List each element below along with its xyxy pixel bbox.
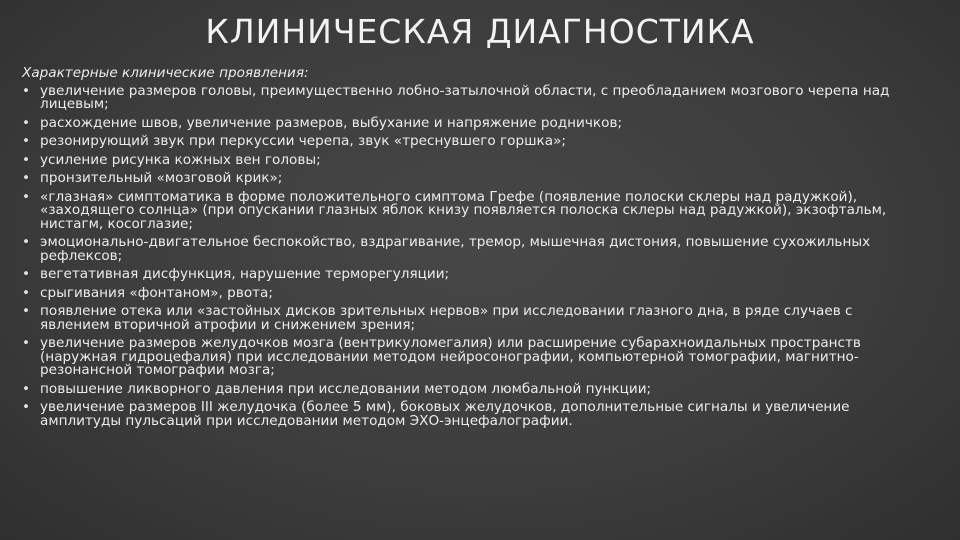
list-item: • резонирующий звук при перкуссии черепа, звук «треснувшего горшка»; <box>22 135 922 149</box>
list-item: • появление отека или «застойных дисков зрительных нервов» при исследовании глазного дна, в ряде случаев с явлением вторичной атрофии и снижением зрения; <box>22 305 922 332</box>
list-item: • увеличение размеров III желудочка (более 5 мм), боковых желудочков, дополнительные сигналы и увеличение амплитуды пульсаций при исследовании методом ЭХО-энцефалографии. <box>22 401 922 428</box>
list-item: • эмоционально-двигательное беспокойство, вздрагивание, тремор, мышечная дистония, повышение сухожильных рефлексов; <box>22 236 922 263</box>
symptom-list <box>22 82 922 429</box>
list-item: • расхождение швов, увеличение размеров, выбухание и напряжение родничков; <box>22 117 922 131</box>
list-item: • срыгивания «фонтаном», рвота; <box>22 287 922 301</box>
list-item: • усиление рисунка кожных вен головы; <box>22 154 922 168</box>
list-item: • повышение ликворного давления при исследовании методом люмбальной пункции; <box>22 383 922 397</box>
list-item: • «глазная» симптоматика в форме положительного симптома Грефе (появление полоски склеры над радужкой), «заходящего солнца» (при опускании глазных яблок книзу появляется полоска склеры над радужкой), экзофтальм, нистагм, косоглазие; <box>22 191 922 232</box>
list-item: • увеличение размеров головы, преимущественно лобно-затылочной области, с преобладанием мозгового черепа над лицевым; <box>22 85 922 112</box>
list-item: • пронзительный «мозговой крик»; <box>22 172 922 186</box>
slide-content <box>22 67 922 433</box>
intro-text: Характерные клинические проявления: <box>22 65 309 81</box>
list-item: • увеличение размеров желудочков мозга (вентрикуломегалия) или расширение субарахноидальных пространств (наружная гидроцефалия) при исследовании методом нейросонографии, компьютерной томографии, магнитно-резонансной томографии мозга; <box>22 337 922 378</box>
list-item: • вегетативная дисфункция, нарушение терморегуляции; <box>22 268 922 282</box>
slide-title: КЛИНИЧЕСКАЯ ДИАГНОСТИКА <box>205 12 755 51</box>
